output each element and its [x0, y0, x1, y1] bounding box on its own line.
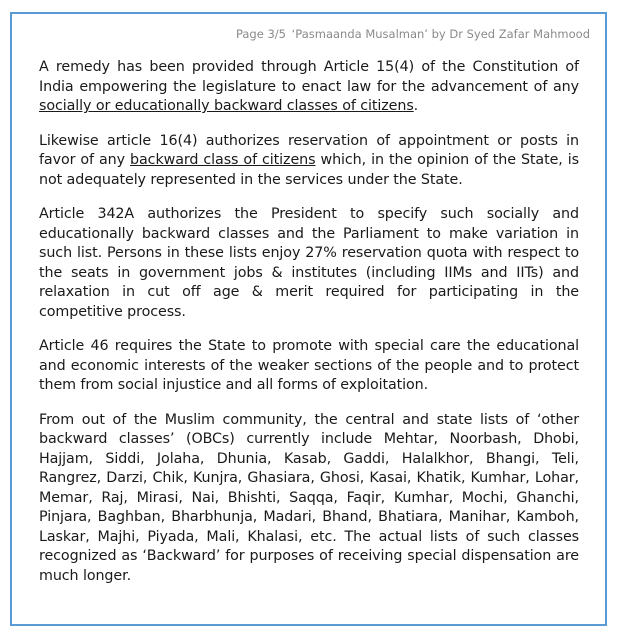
- underlined-phrase: socially or educationally backward classes of citizens: [39, 98, 414, 114]
- paragraph-article-46: Article 46 requires the State to promote with special care the educational and economic interests of the weaker sections of the people and to protect them from social injustice and all forms of exploitation.: [39, 338, 579, 393]
- page-frame: [10, 12, 607, 626]
- paragraph-text: Likewise article 16(4) authorizes reservation of appointment or posts in favor of any: [39, 132, 579, 168]
- paragraph-text: which, in the opinion of the State, is not adequately represented in the services under the State.: [39, 152, 579, 188]
- document-body: [39, 58, 579, 601]
- paragraph-article-15-4: [39, 58, 579, 117]
- paragraph-muslim-obc-list: From out of the Muslim community, the central and state lists of ‘other backward classes’ (OBCs) currently include Mehtar, Noorbash, Dhobi, Hajjam, Siddi, Jolaha, Dhunia, Kasab, Gaddi, Halalkhor, Bhangi, Teli, Rangrez, Darzi, Chik, Kunjra, Ghasiara, Ghosi, Kasai, Khatik, Kumhar, Lohar, Memar, Raj, Mirasi, Nai, Bhishti, Saqqa, Faqir, Kumhar, Mochi, Ghanchi, Pinjara, Baghban, Bharbhunja, Madari, Bhand, Bhatiara, Manihar, Kamboh, Laskar, Majhi, Piyada, Mali, Khalasi, etc. The actual lists of such classes recognized as ‘Backward’ for purposes of receiving special dispensation are much longer.: [39, 411, 579, 584]
- paragraph-text: .: [413, 98, 419, 114]
- paragraph-article-16-4: [39, 132, 579, 191]
- page-header: [236, 27, 590, 41]
- paragraph-text: A remedy has been provided through Article 15(4) of the Constitution of India empowering the legislature to enact law for the advancement of any: [39, 59, 579, 95]
- underlined-phrase: backward class of citizens: [130, 152, 316, 168]
- paragraph-article-342a: Article 342A authorizes the President to specify such socially and educationally backward classes and the Parliament to make variation in such list. Persons in these lists enjoy 27% reservation quota with respect to the seats in government jobs & institutes (including IIMs and IITs) and relaxation in cut off age & merit required for participating in the competitive process.: [39, 206, 579, 320]
- page-number: Page 3/5: [235, 27, 286, 41]
- document-title: ‘Pasmaanda Musalman’ by Dr Syed Zafar Mahmood: [291, 27, 590, 41]
